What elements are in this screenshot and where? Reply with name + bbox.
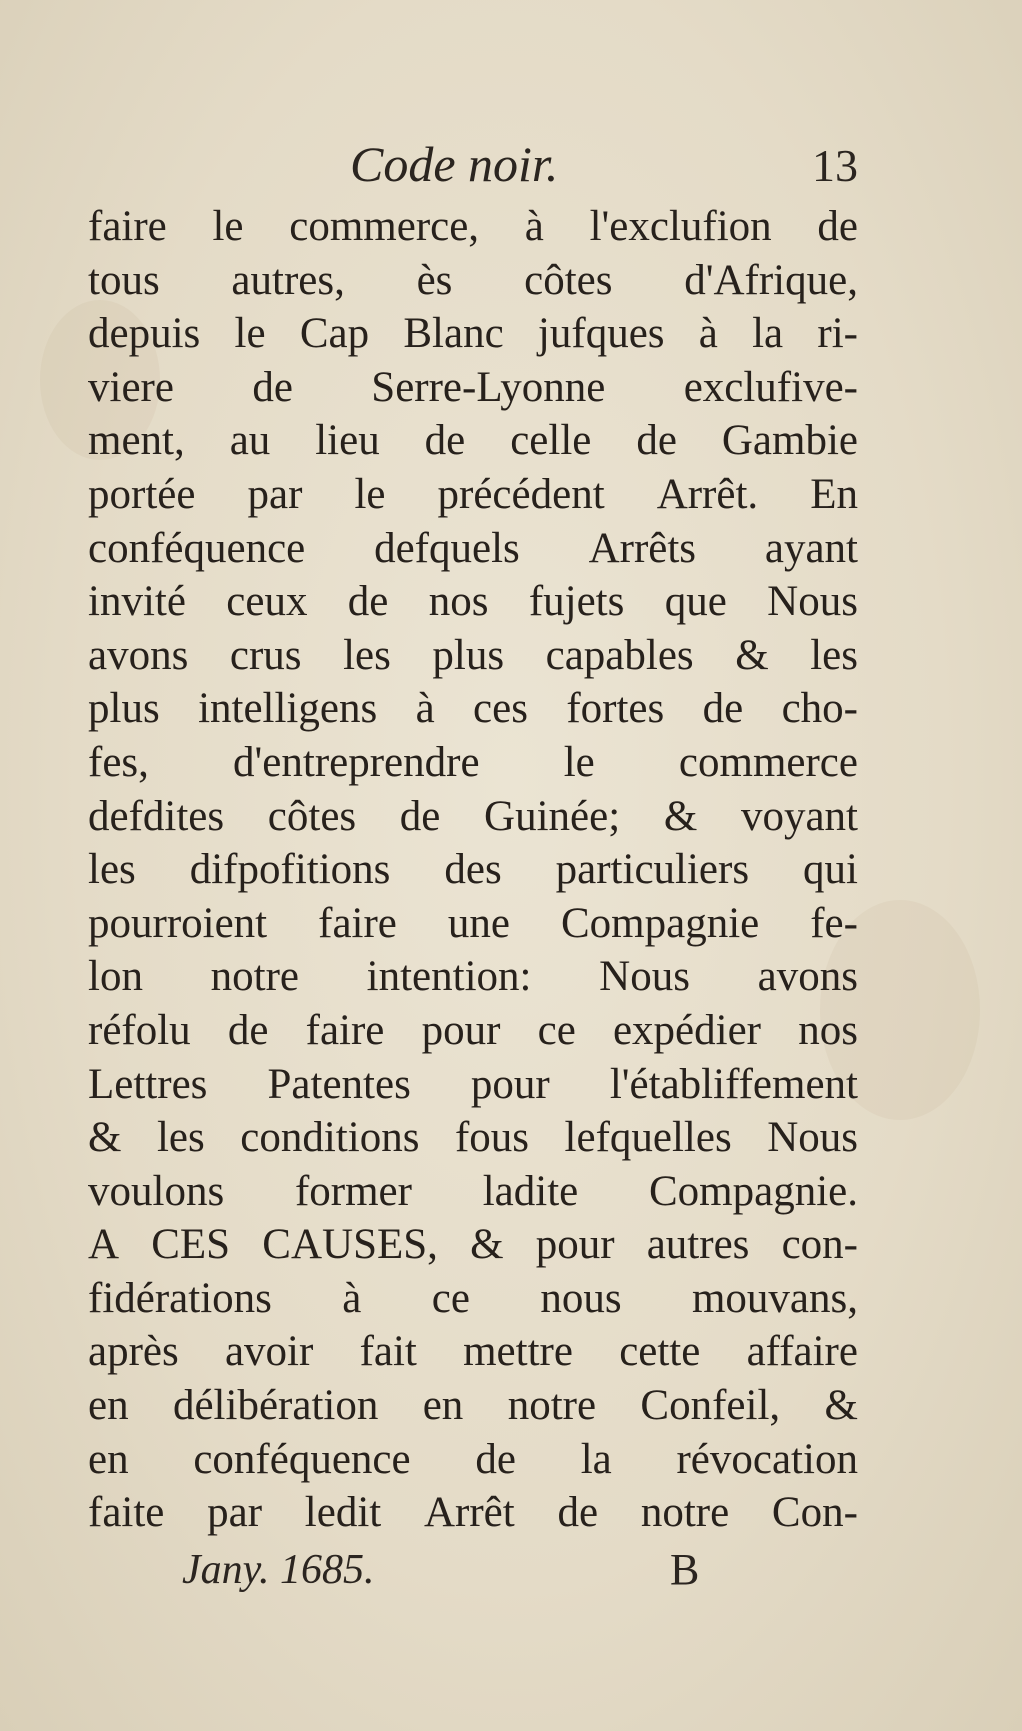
text-line: faire le commerce, à l'exclufion de: [88, 203, 858, 250]
text-line: avons crus les plus capables & les: [88, 631, 858, 679]
text-line: portée par le précédent Arrêt. En: [88, 470, 858, 518]
text-line: voulons former ladite Compagnie.: [88, 1167, 858, 1215]
text-line: & les conditions fous lefquelles Nous: [88, 1114, 858, 1162]
text-line: faite par ledit Arrêt de notre Con-: [88, 1489, 858, 1537]
text-line: Lettres Patentes pour l'établiffement: [88, 1060, 858, 1108]
text-line: tous autres, ès côtes d'Afrique,: [88, 256, 858, 304]
printer-signature: B: [670, 1545, 700, 1594]
page-footer: [88, 1540, 858, 1600]
text-line: en conféquence de la révocation: [88, 1435, 858, 1483]
signature-mark-text: Jany. 1685.: [182, 1547, 375, 1593]
text-line: après avoir fait mettre cette affaire: [88, 1328, 858, 1376]
running-title: Code noir.: [350, 136, 559, 192]
text-line: ment, au lieu de celle de Gambie: [88, 417, 858, 465]
text-line: depuis le Cap Blanc jufques à la ri-: [88, 310, 858, 358]
page-header: [88, 132, 858, 196]
text-line: pourroient faire une Compagnie fe-: [88, 899, 858, 947]
body-text: [88, 200, 858, 1540]
text-line: réfolu de faire pour ce expédier nos: [88, 1006, 858, 1054]
text-line: viere de Serre-Lyonne exclufive-: [88, 363, 858, 411]
text-line: fes, d'entreprendre le commerce: [88, 738, 858, 786]
text-line: lon notre intention: Nous avons: [88, 953, 858, 1001]
page-number: 13: [812, 140, 858, 191]
text-line: en délibération en notre Confeil, &: [88, 1382, 858, 1430]
text-line: les difpofitions des particuliers qui: [88, 846, 858, 894]
text-line: fidérations à ce nous mouvans,: [88, 1274, 858, 1322]
text-line: conféquence defquels Arrêts ayant: [88, 524, 858, 572]
text-line: plus intelligens à ces fortes de cho-: [88, 685, 858, 733]
text-line: defdites côtes de Guinée; & voyant: [88, 792, 858, 840]
text-line: invité ceux de nos fujets que Nous: [88, 578, 858, 626]
text-line: A CES CAUSES, & pour autres con-: [88, 1221, 858, 1269]
